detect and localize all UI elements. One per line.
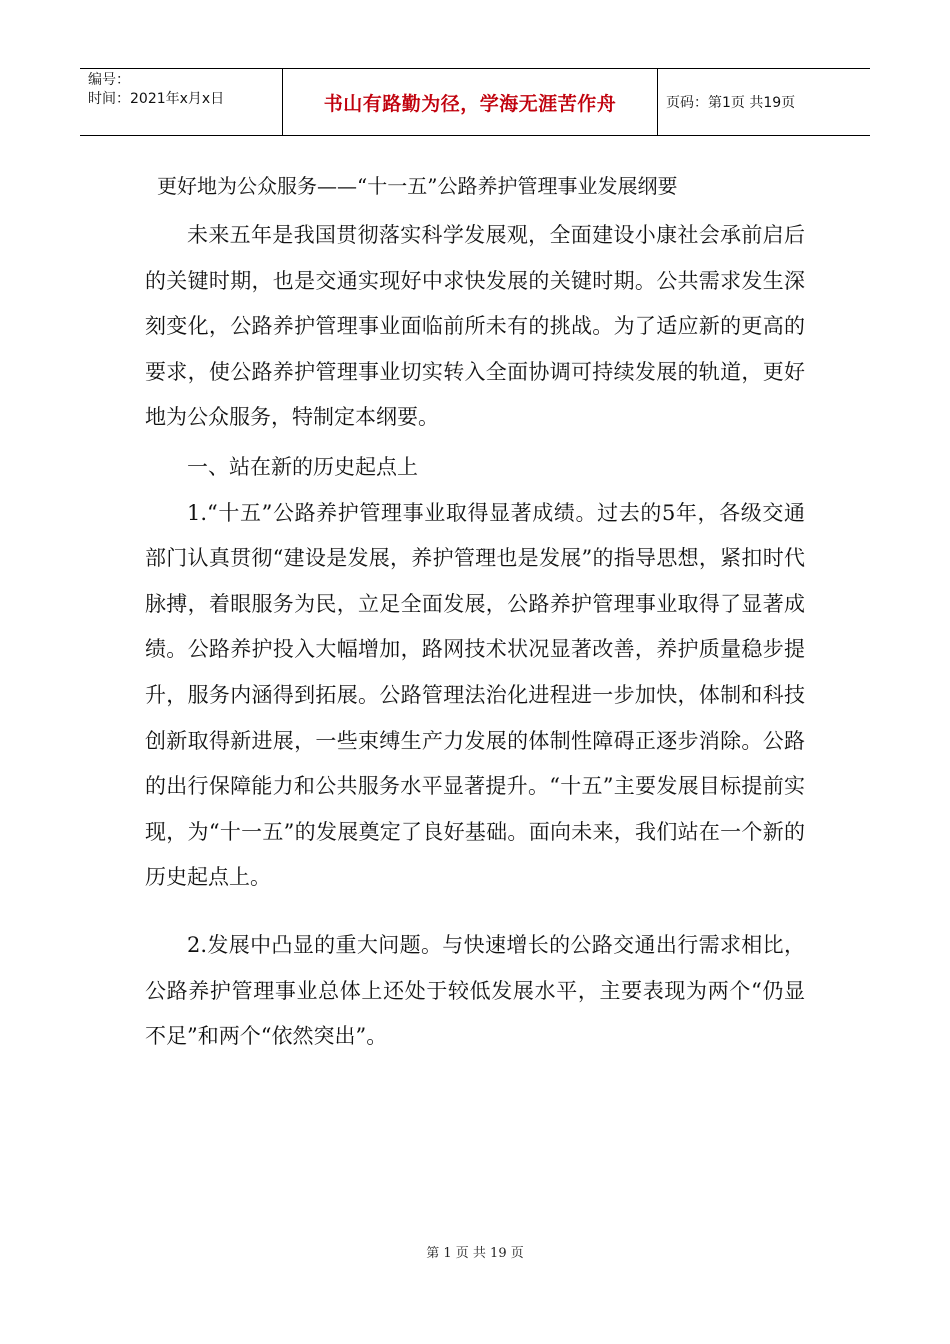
document-title: 更好地为公众服务——“十一五”公路养护管理事业发展纲要 [157, 174, 678, 198]
document-body [145, 165, 805, 1060]
page-footer: 第 1 页 共 19 页 [426, 1246, 524, 1261]
section-heading: 一、站在新的历史起点上 [187, 454, 418, 479]
body-paragraph: 2.发展中凸显的重大问题。与快速增长的公路交通出行需求相比，公路养护管理事业总体上还处于较低发展水平，主要表现为两个“仍显不足”和两个“依然突出”。 [145, 932, 805, 1049]
document-date-label: 时间：2021年x月x日 [88, 91, 225, 107]
intro-paragraph: 未来五年是我国贯彻落实科学发展观，全面建设小康社会承前启后的关键时期，也是交通实现好中求快发展的关键时期。公共需求发生深刻变化，公路养护管理事业面临前所未有的挑战。为了适应新的更高的要求，使公路养护管理事业切实转入全面协调可持续发展的轨道，更好地为公众服务，特制定本纲要。 [145, 223, 805, 430]
header-page-indicator: 页码：第1页 共19页 [666, 95, 796, 111]
document-number-label: 编号： [88, 72, 130, 88]
header-meta-cell [80, 69, 283, 135]
header-motto: 书山有路勤为径，学海无涯苦作舟 [283, 69, 658, 135]
body-paragraph: 1.“十五”公路养护管理事业取得显著成绩。过去的5年，各级交通部门认真贯彻“建设是发展，养护管理也是发展”的指导思想，紧扣时代脉搏，着眼服务为民，立足全面发展，公路养护管理事业取得了显著成绩。公路养护投入大幅增加，路网技术状况显著改善，养护质量稳步提升，服务内涵得到拓展。公路管理法治化进程进一步加快，体制和科技创新取得新进展，一些束缚生产力发展的体制性障碍正逐步消除。公路的出行保障能力和公共服务水平显著提升。“十五”主要发展目标提前实现，为“十一五”的发展奠定了良好基础。面向未来，我们站在一个新的历史起点上。 [145, 500, 805, 890]
document-header [80, 68, 870, 136]
